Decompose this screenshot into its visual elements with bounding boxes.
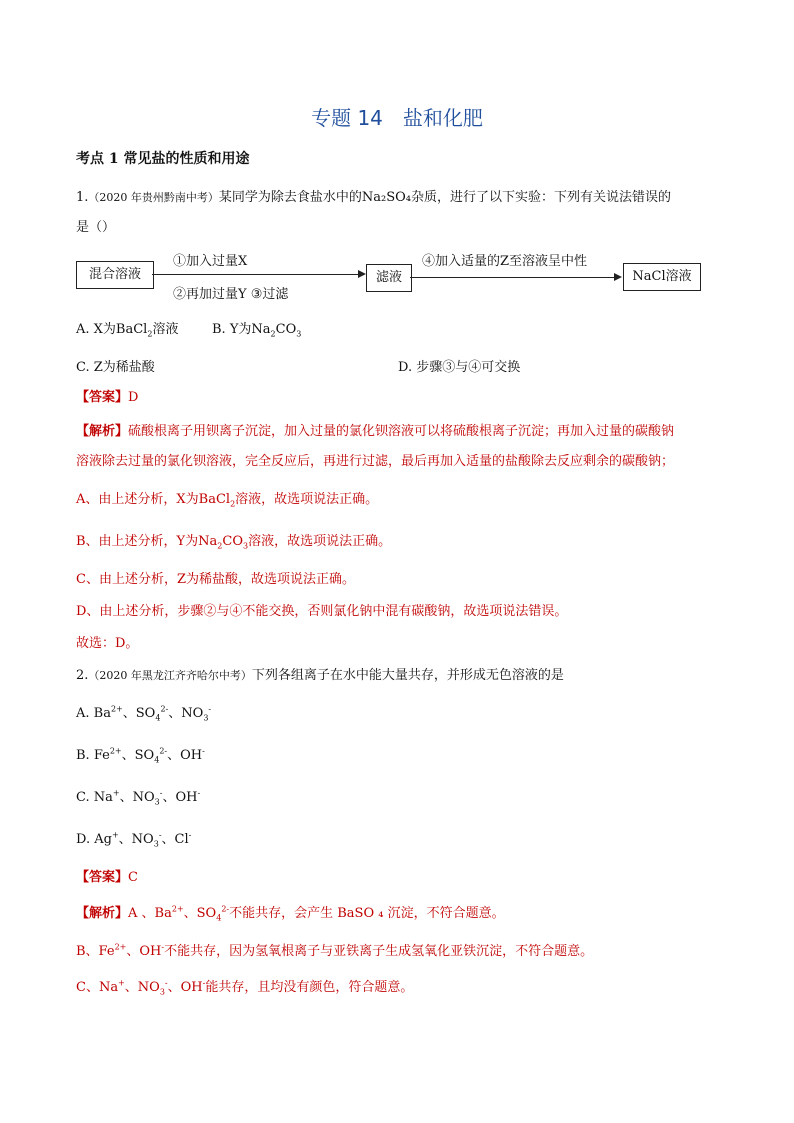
q2-option-c-sep1: 、 (119, 790, 133, 805)
q2-option-c-ion2-sub: 3 (154, 797, 160, 807)
q1-option-d: D. 步骤③与④可交换 (398, 360, 521, 375)
page-title: 专题 14 盐和化肥 (311, 106, 483, 130)
q2-analysis-a-mid: 、SO (183, 906, 217, 921)
q1-analysis-text1: 硫酸根离子用钡离子沉淀，加入过量的氯化钡溶液可以将硫酸根离子沉淀；再加入过量的碳酸钠 (128, 424, 675, 439)
section-heading: 考点 1 常见盐的性质和用途 (76, 151, 250, 167)
q1-analysis-b-s1: 2 (217, 541, 223, 551)
flow-arrow-1-head (358, 270, 366, 278)
q2-option-a-ion3-charge: - (208, 704, 212, 714)
q2-option-d-ion2: NO (131, 832, 154, 847)
q2-analysis-b-pre: B、Fe (76, 944, 115, 959)
q2-analysis-b-c1: 2+ (114, 942, 127, 952)
q2-analysis-b (76, 940, 593, 959)
q2-option-a-ion3: NO (181, 706, 204, 721)
q1-option-b-f1: Na (251, 322, 271, 337)
q2-analysis-a-c1: 2+ (171, 904, 184, 914)
q2-analysis-c-post: 能共存，且均没有颜色，符合题意。 (205, 980, 414, 995)
q1-analysis-line1 (76, 420, 674, 439)
q2-stem (76, 664, 564, 683)
q1-source: （2020 年贵州黔南中考） (88, 191, 219, 204)
q2-option-b-sep1: 、 (121, 748, 135, 763)
q2-analysis-c-mid1: 、NO (124, 980, 160, 995)
q1-analysis-d: D、由上述分析，步骤②与④不能交换，否则氯化钠中混有碳酸钠，故选项说法错误。 (76, 604, 568, 619)
q1-option-a-prefix: A. X为 (76, 322, 116, 337)
q2-option-d-sep2: 、 (161, 832, 175, 847)
q2-source: （2020 年黑龙江齐齐哈尔中考） (88, 669, 252, 682)
q2-option-b-ion1-charge: 2+ (109, 746, 122, 756)
q2-option-a-ion1-charge: 2+ (110, 704, 123, 714)
flow-step-3: ④加入适量的Z至溶液呈中性 (422, 254, 588, 269)
q1-option-a-sub: 2 (147, 329, 153, 339)
flow-box-filtrate: 滤液 (366, 264, 412, 292)
q2-option-a-ion1: Ba (93, 706, 111, 721)
q1-analysis-b-s2: 3 (242, 541, 249, 551)
q2-option-b-ion3: OH (180, 748, 203, 763)
q1-answer (76, 386, 138, 405)
q2-option-d-ion2-sub: 3 (153, 839, 159, 849)
q2-option-b (76, 744, 205, 765)
q2-option-a (76, 702, 211, 723)
q1-answer-value: D (128, 390, 139, 405)
q2-analysis-c-pre: C、Na (76, 980, 119, 995)
flow-step-2: ②再加过量Y ③过滤 (173, 287, 289, 302)
q2-analysis-c-s2: 3 (159, 987, 165, 997)
q2-analysis-a (76, 902, 505, 923)
q2-answer-value: C (128, 870, 138, 885)
q2-answer (76, 866, 138, 885)
q2-option-b-sep2: 、 (167, 748, 181, 763)
q1-option-a-suffix: 溶液 (152, 322, 179, 337)
q2-option-a-ion3-sub: 3 (203, 713, 209, 723)
flow-arrow-2-head (614, 273, 622, 281)
q2-analysis-a-post: 不能共存，会产生 BaSO ₄ 沉淀，不符合题意。 (229, 906, 505, 921)
q1-analysis-label: 【解析】 (76, 424, 129, 439)
q2-option-a-ion2: SO (135, 706, 156, 721)
q2-analysis-c-c1: + (118, 978, 125, 988)
q2-number: 2. (76, 668, 89, 683)
q2-option-c (76, 786, 200, 807)
q2-option-d-label: D. (76, 832, 95, 847)
q1-analysis-a-pre: A、由上述分析，X为 (76, 492, 199, 507)
q1-option-b-f2: CO (275, 322, 297, 337)
q2-stem-text: 下列各组离子在水中能大量共存，并形成无色溶液的是 (251, 668, 564, 683)
flow-arrow-2 (410, 277, 616, 278)
q1-option-a (76, 318, 178, 339)
q2-analysis-a-s2: 4 (216, 913, 222, 923)
flow-arrow-1 (152, 274, 360, 275)
q1-analysis-b-pre: B、由上述分析，Y为 (76, 534, 199, 549)
q1-option-b-s2: 3 (296, 329, 302, 339)
q2-option-d-ion3-charge: - (188, 830, 192, 840)
q1-option-a-formula: BaCl (115, 322, 148, 337)
q2-option-c-label: C. (76, 790, 94, 805)
q1-option-b (212, 318, 301, 339)
q2-option-b-ion3-charge: - (202, 746, 205, 756)
q1-analysis-c: C、由上述分析，Z为稀盐酸，故选项说法正确。 (76, 572, 355, 587)
q1-analysis-a (76, 488, 378, 509)
q2-option-b-ion2-sub: 4 (154, 755, 160, 765)
q2-analysis-a-pre: A 、Ba (128, 906, 172, 921)
q1-analysis-a-post: 溶液，故选项说法正确。 (235, 492, 379, 507)
q2-analysis-c-c3: - (202, 978, 206, 988)
q2-option-a-ion2-charge: 2- (160, 704, 169, 714)
q2-analysis-a-c2: 2- (221, 904, 230, 914)
q2-analysis-c (76, 976, 413, 997)
q1-conclusion: 故选：D。 (76, 636, 139, 651)
q2-analysis-b-post: 不能共存，因为氢氧根离子与亚铁离子生成氢氧化亚铁沉淀，不符合题意。 (164, 944, 594, 959)
q2-option-d-ion1: Ag (94, 832, 112, 847)
q2-option-c-ion3-charge: - (197, 788, 201, 798)
q1-analysis-b (76, 530, 391, 551)
q2-option-a-label: A. (76, 706, 94, 721)
q1-option-b-prefix: B. Y为 (212, 322, 252, 337)
q1-stem-a: 某同学为除去食盐水中的Na₂SO₄杂质，进行了以下实验：下列有关说法错误的 (218, 190, 672, 205)
q1-analysis-b-f2: CO (222, 534, 243, 549)
q2-analysis-c-c2: - (164, 978, 168, 988)
q2-option-d-sep1: 、 (118, 832, 132, 847)
q1-analysis-a-formula: BaCl (198, 492, 231, 507)
q2-option-b-ion1: Fe (93, 748, 110, 763)
q2-analysis-b-mid: 、OH (126, 944, 162, 959)
q2-option-c-ion1-charge: + (112, 788, 120, 798)
q2-analysis-b-c2: - (161, 942, 165, 952)
flow-box-mixed-solution: 混合溶液 (76, 261, 154, 289)
q2-option-a-ion2-sub: 4 (155, 713, 161, 723)
q1-analysis-a-sub: 2 (230, 499, 236, 509)
q1-option-b-s1: 2 (270, 329, 276, 339)
q2-option-c-ion2-charge: - (159, 788, 163, 798)
q1-answer-label: 【答案】 (76, 390, 129, 405)
q2-option-d-ion1-charge: + (111, 830, 119, 840)
flow-box-nacl-solution: NaCl溶液 (623, 263, 701, 291)
q2-option-b-ion2: SO (134, 748, 155, 763)
q1-analysis-b-f1: Na (198, 534, 218, 549)
q1-stem-line2: 是（） (76, 220, 116, 235)
q2-option-b-ion2-charge: 2- (159, 746, 168, 756)
flow-step-1: ①加入过量X (173, 254, 248, 269)
q2-option-c-ion2: NO (132, 790, 155, 805)
q2-option-c-ion1: Na (93, 790, 113, 805)
q2-option-d (76, 828, 191, 849)
q1-stem-line1 (76, 186, 671, 205)
q2-analysis-c-mid2: 、OH (167, 980, 203, 995)
q1-number: 1. (76, 190, 89, 205)
q1-analysis-line2: 溶液除去过量的氯化钡溶液，完全反应后，再进行过滤，最后再加入适量的盐酸除去反应剩余的碳酸钠； (76, 454, 675, 469)
q2-option-d-ion2-charge: - (158, 830, 162, 840)
q2-option-d-ion3: Cl (174, 832, 189, 847)
q2-option-b-label: B. (76, 748, 94, 763)
q2-option-c-ion3: OH (175, 790, 198, 805)
q2-option-a-sep1: 、 (122, 706, 136, 721)
q1-analysis-b-post: 溶液，故选项说法正确。 (248, 534, 392, 549)
q2-analysis-label: 【解析】 (76, 906, 129, 921)
q2-option-a-sep2: 、 (168, 706, 182, 721)
q2-answer-label: 【答案】 (76, 870, 129, 885)
q1-option-c: C. Z为稀盐酸 (76, 360, 155, 375)
q2-option-c-sep2: 、 (162, 790, 176, 805)
